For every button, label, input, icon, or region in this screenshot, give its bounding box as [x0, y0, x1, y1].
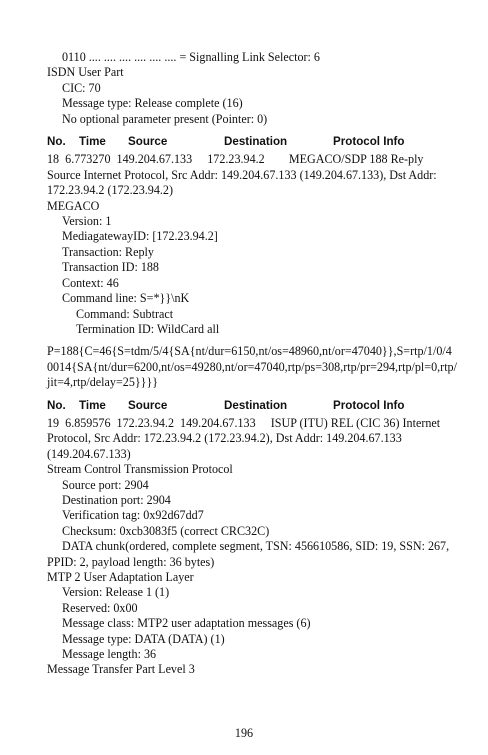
column-header-protocol-info: Protocol Info [333, 135, 405, 149]
column-header-time: Time [79, 398, 106, 412]
text-line: No optional parameter present (Pointer: 0) [62, 111, 268, 126]
text-line: Version: 1 [62, 214, 112, 229]
text-line: Reserved: 0x00 [62, 600, 138, 615]
text-line [47, 539, 457, 570]
text-line: Source port: 2904 [62, 477, 149, 492]
text-line: Stream Control Transmission Protocol [47, 462, 233, 477]
data-chunk-text: DATA chunk(ordered, complete segment, TSN: 456610586, SID: 19, SSN: 267, PPID: 2, payload length: 36 bytes) [47, 539, 450, 569]
column-header-row [47, 134, 457, 149]
text-line: Destination port: 2904 [62, 492, 171, 507]
text-line: Message class: MTP2 user adaptation messages (6) [62, 616, 311, 631]
column-header-no: No. [47, 398, 66, 412]
text-line: 0110 .... .... .... .... .... .... = Signalling Link Selector: 6 [62, 50, 320, 64]
text-line: Message type: Release complete (16) [62, 96, 243, 111]
column-header-time: Time [79, 135, 106, 149]
text-line: Message type: DATA (DATA) (1) [62, 631, 225, 646]
text-line: MediagatewayID: [172.23.94.2] [62, 229, 218, 244]
column-header-source: Source [128, 135, 168, 149]
column-header-row [47, 398, 457, 413]
text-line: Transaction: Reply [62, 244, 154, 259]
packet-summary: 18 6.773270 149.204.67.133 172.23.94.2 MEGACO/SDP 188 Re-ply Source Internet Protocol, Src Addr: 149.204.67.133 (149.204.67.133), Dst Addr: 172.23.94.2 (172.23.94.2) [47, 152, 440, 198]
text-line: ISDN User Part [47, 65, 124, 80]
text-line: Transaction ID: 188 [62, 260, 159, 275]
column-header-destination: Destination [224, 398, 288, 412]
column-header-destination: Destination [224, 135, 288, 149]
packet-summary: 19 6.859576 172.23.94.2 149.204.67.133 ISUP (ITU) REL (CIC 36) Internet Protocol, Src Addr: 172.23.94.2 (172.23.94.2), Dst Addr: 149.204.67.133 (149.204.67.133) [47, 415, 444, 461]
column-header-protocol-info: Protocol Info [333, 398, 405, 412]
page-number: 196 [234, 726, 254, 740]
text-line: Message length: 36 [62, 647, 157, 662]
text-line: Message Transfer Part Level 3 [47, 662, 195, 677]
text-line: Termination ID: WildCard all [76, 321, 220, 336]
text-line: CIC: 70 [62, 80, 101, 95]
megaco-payload: P=188{C=46{S=tdm/5/4{SA{nt/dur=6150,nt/os=48960,nt/or=47040}},S=rtp/1/0/40014{SA{nt/dur=6200,nt/os=49280,nt/or=47040,rtp/ps=308,rtp/pr=294,rtp/pl=0,rtp/jit=4,rtp/delay=25}}}} [47, 344, 457, 390]
page-content [47, 50, 457, 678]
column-header-source: Source [128, 398, 168, 412]
text-line: MTP 2 User Adaptation Layer [47, 570, 194, 584]
text-line: Command: Subtract [76, 306, 174, 321]
text-line: Checksum: 0xcb3083f5 (correct CRC32C) [62, 523, 270, 538]
column-header-no: No. [47, 135, 66, 149]
text-line: Command line: S=*}}\nK [62, 291, 190, 306]
text-line: Verification tag: 0x92d67dd7 [62, 508, 204, 523]
text-line: Version: Release 1 (1) [62, 585, 170, 600]
text-line: MEGACO [47, 198, 100, 213]
text-line: Context: 46 [62, 275, 119, 290]
